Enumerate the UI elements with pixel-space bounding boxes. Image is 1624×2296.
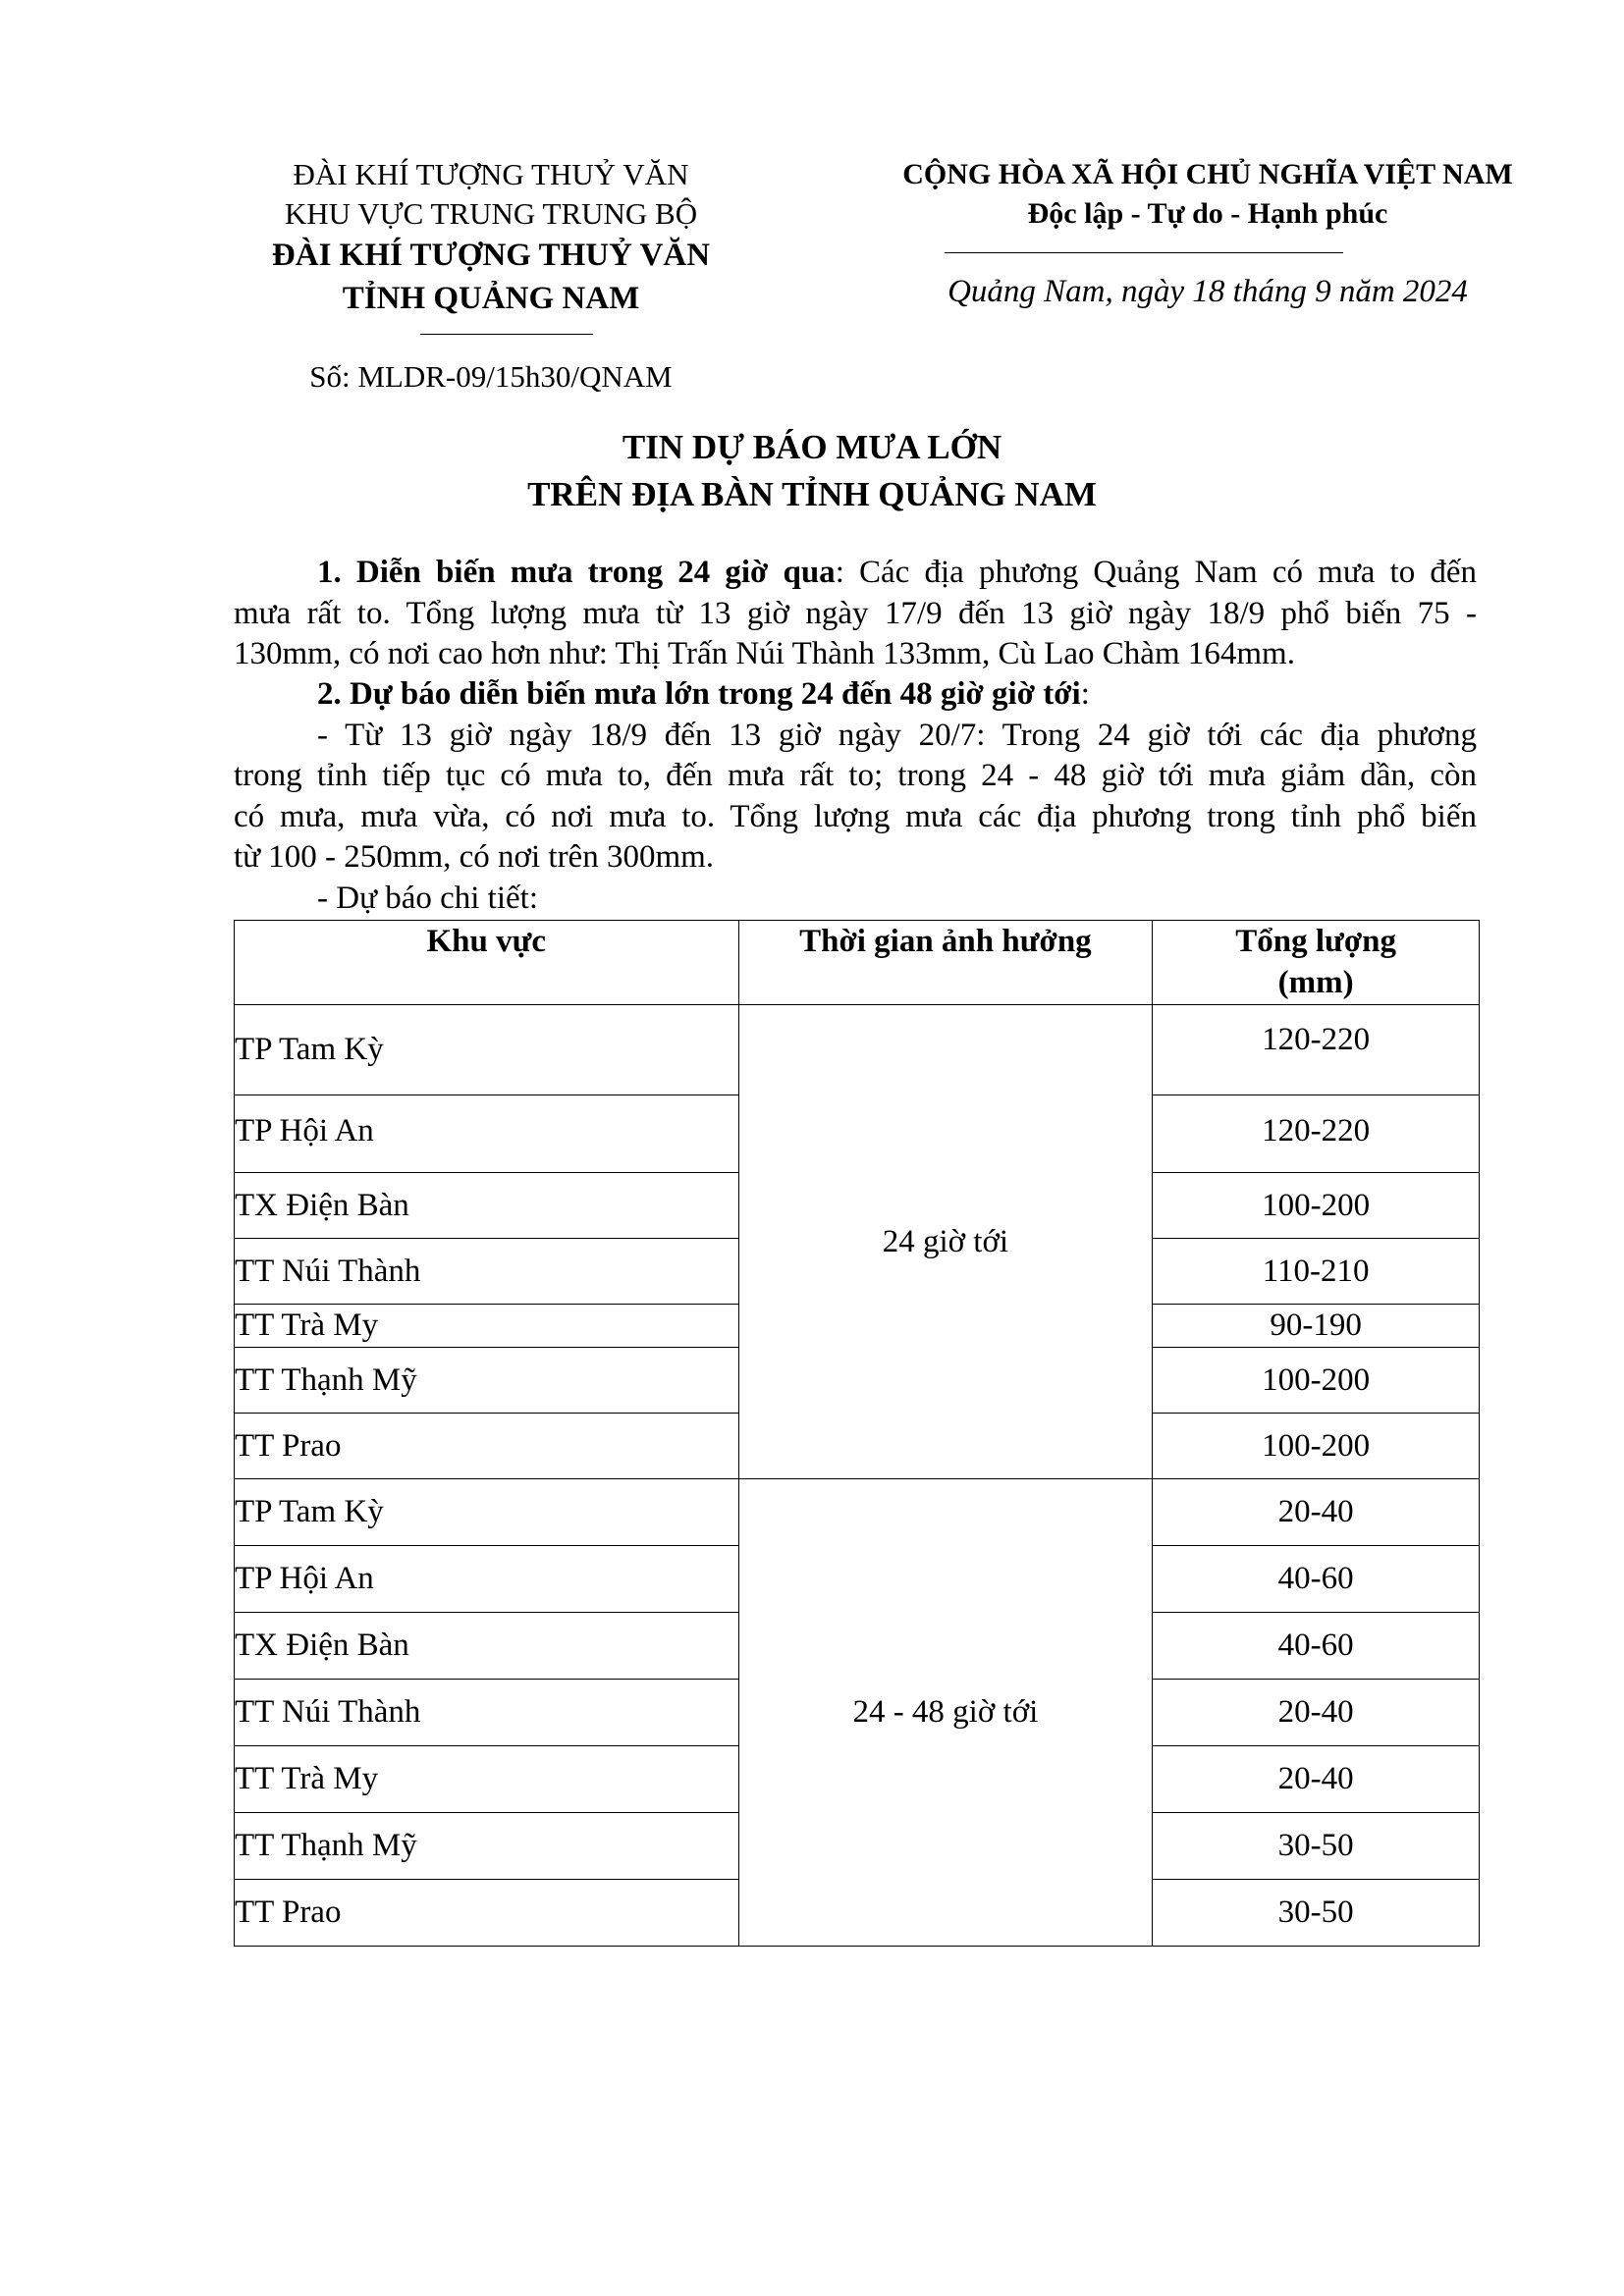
section-1-line-1: : Các địa phương Quảng Nam có mưa to đến [835,555,1477,590]
national-divider [945,252,1343,253]
section-1 [234,553,1477,675]
area-cell: TT Thạnh Mỹ [235,1813,739,1880]
header-area: Khu vực [235,921,739,1005]
forecast-table [234,920,1480,1947]
area-cell: TP Hội An [235,1095,739,1173]
area-cell: TP Hội An [235,1546,739,1613]
agency-line-2: KHU VỰC TRUNG TRUNG BỘ [284,196,698,231]
area-cell: TT Trà My [235,1746,739,1813]
agency-line-4: TỈNH QUẢNG NAM [342,281,640,316]
amount-cell: 120-220 [1153,1005,1480,1095]
section-2 [234,674,1477,919]
amount-cell: 20-40 [1153,1479,1480,1546]
amount-cell: 100-200 [1153,1348,1480,1414]
amount-cell: 90-190 [1153,1305,1480,1348]
area-cell: TX Điện Bàn [235,1613,739,1680]
amount-cell: 30-50 [1153,1813,1480,1880]
amount-cell: 30-50 [1153,1880,1480,1947]
agency-header [226,155,756,320]
area-cell: TP Tam Kỳ [235,1005,739,1095]
header-amount-line-1: Tổng lượng [1235,924,1396,959]
issue-date: Quảng Nam, ngày 18 tháng 9 năm 2024 [947,274,1468,309]
area-cell: TT Núi Thành [235,1680,739,1746]
agency-line-3: ĐÀI KHÍ TƯỢNG THUỶ VĂN [271,238,711,273]
header-amount-line-2: (mm) [1277,965,1354,1000]
section-1-line-2: mưa rất to. Tổng lượng mưa từ 13 giờ ngày 17/9 đến 13 giờ ngày 18/9 phổ biến 75 - [234,595,1477,631]
amount-cell: 40-60 [1153,1546,1480,1613]
national-motto-line-1: CỘNG HÒA XÃ HỘI CHỦ NGHĨA VIỆT NAM [902,158,1513,190]
national-motto-line-2: Độc lập - Tự do - Hạnh phúc [1027,197,1388,230]
detail-label: - Dự báo chi tiết: [317,880,538,916]
area-cell: TT Prao [235,1414,739,1479]
area-cell: TX Điện Bàn [235,1173,739,1239]
section-2-heading-colon: : [1080,676,1090,712]
period-cell: 24 - 48 giờ tới [738,1479,1153,1947]
section-2-line-1: - Từ 13 giờ ngày 18/9 đến 13 giờ ngày 20/7: Trong 24 giờ tới các địa phương [317,717,1477,753]
area-cell: TP Tam Kỳ [235,1479,739,1546]
amount-cell: 100-200 [1153,1173,1480,1239]
agency-divider [420,334,593,335]
table-row [235,1005,1480,1095]
area-cell: TT Prao [235,1880,739,1947]
amount-cell: 20-40 [1153,1746,1480,1813]
amount-cell: 40-60 [1153,1613,1480,1680]
section-2-line-3: có mưa, mưa vừa, có nơi mưa to. Tổng lượng mưa các địa phương trong tỉnh phổ biến [234,798,1477,834]
amount-cell: 100-200 [1153,1414,1480,1479]
period-cell: 24 giờ tới [738,1005,1153,1479]
area-cell: TT Trà My [235,1305,739,1348]
section-1-line-3: 130mm, có nơi cao hơn như: Thị Trấn Núi Thành 133mm, Cù Lao Chàm 164mm. [234,636,1295,671]
document-title [0,424,1624,518]
header-amount [1153,921,1480,1005]
section-2-line-2: trong tỉnh tiếp tục có mưa to, đến mưa rất to; trong 24 - 48 giờ tới mưa giảm dần, còn [234,758,1477,793]
amount-cell: 120-220 [1153,1095,1480,1173]
header-period: Thời gian ảnh hưởng [738,921,1153,1005]
amount-cell: 110-210 [1153,1239,1480,1305]
agency-line-1: ĐÀI KHÍ TƯỢNG THUỶ VĂN [293,157,689,191]
title-line-2: TRÊN ĐỊA BÀN TỈNH QUẢNG NAM [527,475,1097,513]
title-line-1: TIN DỰ BÁO MƯA LỚN [622,428,1002,466]
section-2-heading: 2. Dự báo diễn biến mưa lớn trong 24 đến 48 giờ giờ tới [317,676,1081,712]
section-1-heading: 1. Diễn biến mưa trong 24 giờ qua [317,555,836,590]
section-2-line-4: từ 100 - 250mm, có nơi trên 300mm. [234,839,715,875]
table-header-row [235,921,1480,1005]
area-cell: TT Núi Thành [235,1239,739,1305]
amount-cell: 20-40 [1153,1680,1480,1746]
area-cell: TT Thạnh Mỹ [235,1348,739,1414]
table-row [235,1479,1480,1546]
document-number: Số: MLDR-09/15h30/QNAM [309,359,673,394]
national-header [815,155,1600,234]
